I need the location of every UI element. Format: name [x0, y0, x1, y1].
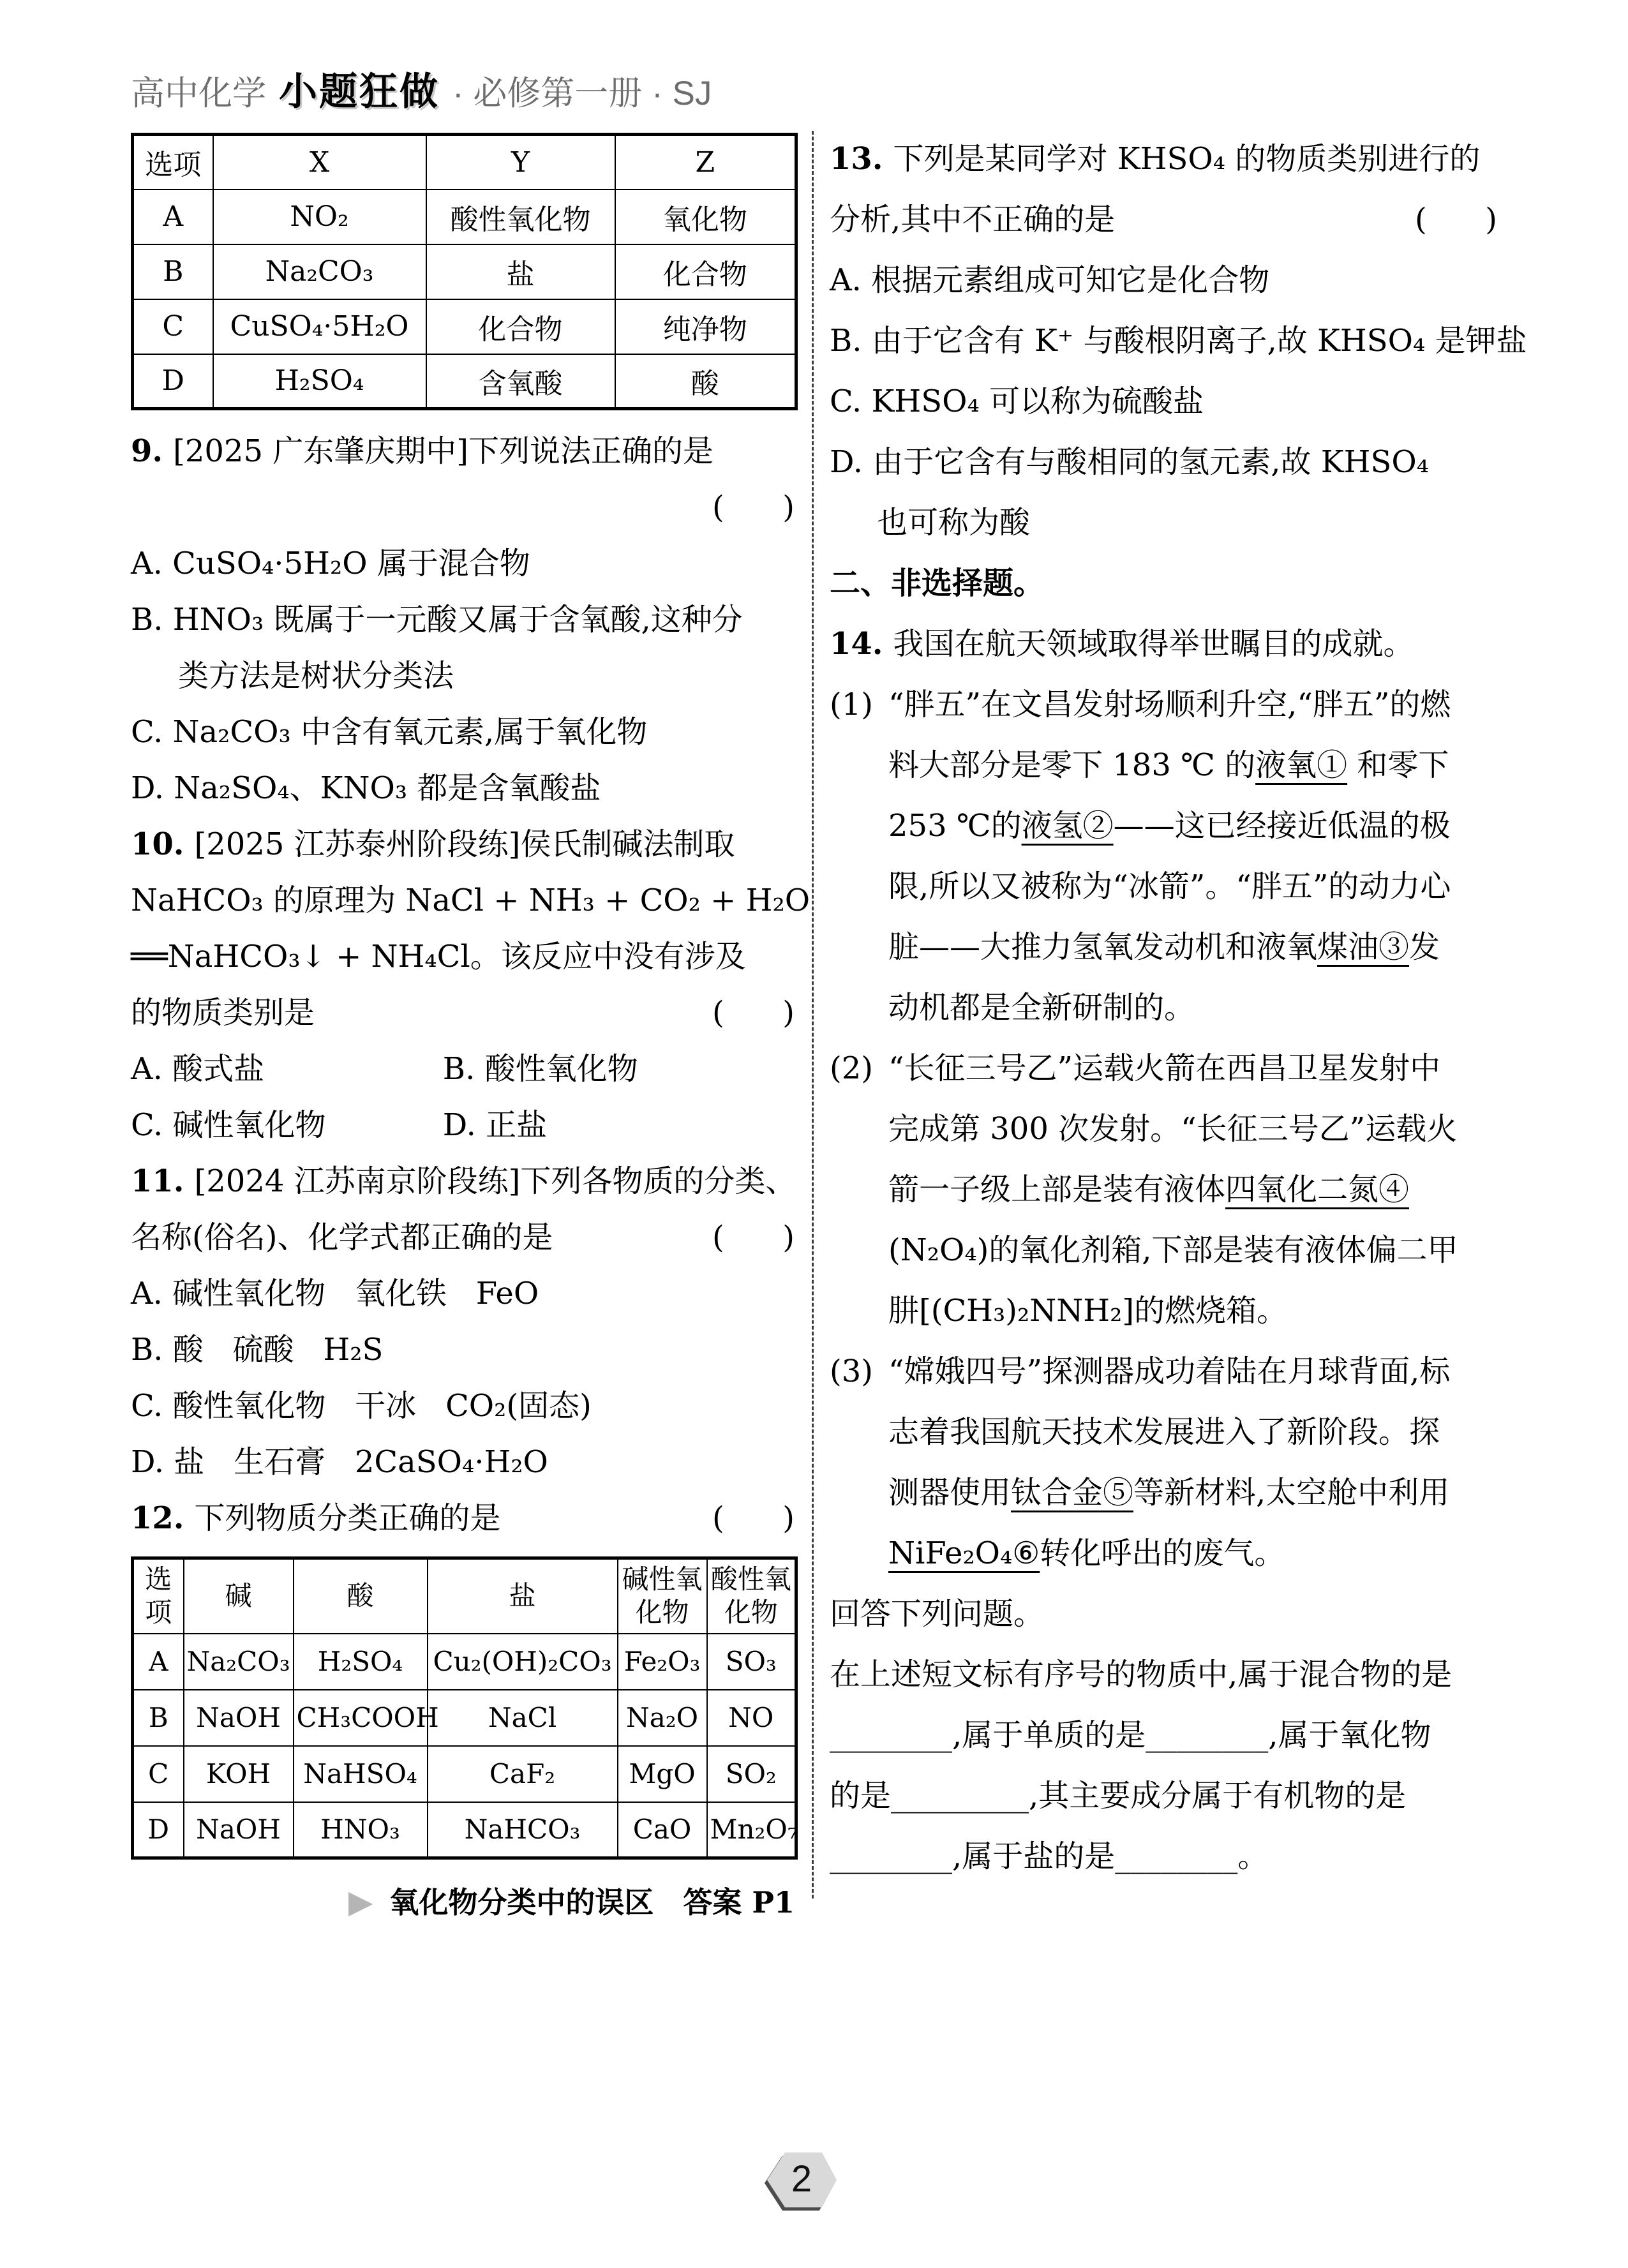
cell-x: CuSO₄·5H₂O [213, 299, 426, 354]
question-9-option-b-cont: 类方法是树状分类法 [178, 658, 454, 694]
question-13-option-b: B. 由于它含有 K⁺ 与酸根阴离子,故 KHSO₄ 是钾盐 [830, 323, 1527, 359]
col-header: 碱性氧化物 [618, 1558, 707, 1634]
table-row [133, 1634, 796, 1690]
stem-text: 名称(俗名)、化学式都正确的是 [131, 1220, 553, 1255]
underlined-term: 液氧① [1255, 747, 1348, 783]
question-10-options-ab [131, 1041, 795, 1097]
question-13-option-c: C. KHSO₄ 可以称为硫酸盐 [830, 384, 1204, 419]
q14-part2-line [830, 1099, 1497, 1160]
cell-z: 纯净物 [615, 299, 796, 354]
question-number: 9. [131, 433, 163, 469]
question-13-stem-end [830, 190, 1497, 250]
cell-base: Na₂CO₃ [184, 1634, 294, 1690]
table-row [133, 1690, 796, 1746]
col-header: 碱 [184, 1558, 294, 1634]
table-xyz-classification [131, 133, 798, 410]
col-header: 酸性氧化物 [707, 1558, 796, 1634]
q14-part2-line [830, 1038, 1497, 1099]
text-segment: 和零下 [1347, 747, 1449, 783]
question-11-stem-end [131, 1209, 795, 1265]
question-9-option-c: C. Na₂CO₃ 中含有氧元素,属于氧化物 [131, 714, 648, 750]
question-number: 12. [131, 1500, 184, 1536]
part-marker: (3) [830, 1354, 873, 1389]
question-12-stem [131, 1490, 795, 1546]
answer-paren: ( ) [712, 1220, 795, 1255]
stem-text: 下列物质分类正确的是 [194, 1500, 501, 1536]
cell-acidic-oxide: SO₃ [707, 1634, 796, 1690]
question-10-option-d: D. 正盐 [442, 1107, 548, 1143]
cell-base: KOH [184, 1746, 294, 1802]
question-11-option-a: A. 碱性氧化物 氧化铁 FeO [131, 1276, 539, 1311]
question-9-option-d: D. Na₂SO₄、KNO₃ 都是含氧酸盐 [131, 770, 601, 806]
question-11-option-c: C. 酸性氧化物 干冰 CO₂(固态) [131, 1388, 592, 1424]
text-segment: 完成第 300 次发射。“长征三号乙”运载火 [888, 1111, 1458, 1147]
question-10-options-cd [131, 1097, 795, 1153]
col-header: 选项 [133, 1558, 184, 1634]
arrow-right-icon: ▶ [348, 1883, 373, 1920]
cell-basic-oxide: Na₂O [618, 1690, 707, 1746]
stem-text: [2025 广东肇庆期中]下列说法正确的是 [173, 433, 713, 469]
option-letter: A [133, 1634, 184, 1690]
question-11-stem [131, 1153, 795, 1209]
table-row [133, 354, 796, 409]
q14-part1-line [830, 917, 1497, 978]
table-substance-classification [131, 1556, 798, 1860]
text-segment: 等新材料,太空舱中利用 [1133, 1475, 1450, 1511]
cell-acidic-oxide: SO₂ [707, 1746, 796, 1802]
part-text [888, 1050, 1440, 1086]
cell-x: NO₂ [213, 190, 426, 244]
stem-text: 我国在航天领域取得举世瞩目的成就。 [893, 626, 1414, 662]
header-series-logo: 小题狂做 [279, 70, 440, 113]
text-segment: (N₂O₄)的氧化剂箱,下部是装有液体偏二甲 [888, 1232, 1458, 1268]
page-number-badge [763, 2147, 840, 2213]
question-14-intro [830, 614, 1497, 675]
question-10-option-b: B. 酸性氧化物 [442, 1051, 638, 1087]
underlined-term: 钛合金⑤ [1011, 1475, 1134, 1511]
question-9-answer-paren: ( ) [712, 489, 795, 525]
question-number: 13. [830, 141, 883, 177]
text-segment: “长征三号乙”运载火箭在西昌卫星发射中 [888, 1050, 1441, 1086]
table-row [133, 190, 796, 244]
cell-z: 酸 [615, 354, 796, 409]
table-row [133, 1802, 796, 1858]
text-segment: 料大部分是零下 183 ℃ 的 [888, 747, 1256, 783]
question-9-option-a: A. CuSO₄·5H₂O 属于混合物 [131, 546, 530, 581]
right-column [830, 129, 1527, 1887]
question-9-option-b: B. HNO₃ 既属于一元酸又属于含氧酸,这种分 [131, 602, 743, 638]
table-row [133, 1746, 796, 1802]
cell-acid: HNO₃ [294, 1802, 428, 1858]
cell-basic-oxide: MgO [618, 1746, 707, 1802]
stem-text [131, 1490, 501, 1546]
question-10-option-a: A. 酸式盐 [131, 1051, 265, 1087]
q14-answer-prompt: 回答下列问题。 [830, 1596, 1045, 1632]
option-letter: D [133, 354, 213, 409]
question-9-stem [131, 423, 795, 479]
header-book-edition: · 必修第一册 · SJ [452, 75, 712, 112]
text-segment: 脏——大推力氢氧发动机和液氧 [888, 929, 1318, 965]
cell-salt: NaHCO₃ [428, 1802, 618, 1858]
question-10-stem [131, 816, 795, 872]
text-segment: 发 [1409, 929, 1440, 965]
q14-part1-line [830, 675, 1497, 735]
option-letter: B [133, 1690, 184, 1746]
left-column-footer [131, 1874, 795, 1930]
cell-y: 酸性氧化物 [426, 190, 615, 244]
question-13-stem [830, 129, 1497, 190]
q14-part1-line [830, 735, 1497, 796]
text-segment: 志着我国航天技术发展进入了新阶段。探 [888, 1414, 1440, 1450]
text-segment: 肼[(CH₃)₂NNH₂]的燃烧箱。 [888, 1293, 1288, 1329]
stem-text: 的物质类别是 [131, 995, 315, 1031]
cell-salt: NaCl [428, 1690, 618, 1746]
question-number: 10. [131, 826, 184, 862]
q14-fill-line: ________,属于单质的是________,属于氧化物 [830, 1717, 1431, 1753]
cell-acid: NaHSO₄ [294, 1746, 428, 1802]
table-header-row [133, 1558, 796, 1634]
part-marker: (1) [830, 687, 873, 722]
underlined-term: 液氢② [1021, 808, 1114, 844]
question-10-option-c: C. 碱性氧化物 [131, 1107, 326, 1143]
part-text [888, 1354, 1450, 1389]
page-number: 2 [791, 2158, 812, 2200]
text-segment: 动机都是全新研制的。 [888, 990, 1195, 1026]
cell-x: Na₂CO₃ [213, 244, 426, 299]
cell-acid: H₂SO₄ [294, 1634, 428, 1690]
question-13-option-d-cont: 也可称为酸 [877, 505, 1031, 541]
cell-salt: Cu₂(OH)₂CO₃ [428, 1634, 618, 1690]
cell-salt: CaF₂ [428, 1746, 618, 1802]
underlined-term: NiFe₂O₄⑥ [888, 1535, 1040, 1571]
page-header [131, 66, 712, 117]
text-segment: 转化呼出的废气。 [1040, 1535, 1285, 1571]
text-segment: “嫦娥四号”探测器成功着陆在月球背面,标 [888, 1354, 1451, 1389]
cell-y: 化合物 [426, 299, 615, 354]
part-marker: (2) [830, 1050, 873, 1086]
question-11-option-b: B. 酸 硫酸 H₂S [131, 1332, 384, 1368]
underlined-term: 四氧化二氮④ [1225, 1172, 1410, 1207]
question-10-equation-line1: NaHCO₃ 的原理为 NaCl + NH₃ + CO₂ + H₂O [131, 883, 810, 918]
q14-fill-line: 的是_________,其主要成分属于有机物的是 [830, 1778, 1407, 1814]
cell-acid: CH₃COOH [294, 1690, 428, 1746]
q14-part2-line [830, 1281, 1497, 1341]
col-header: Y [426, 135, 615, 190]
footer-answer-ref: 答案 P1 [683, 1885, 795, 1920]
option-letter: C [133, 1746, 184, 1802]
stem-text: [2025 江苏泰州阶段练]侯氏制碱法制取 [194, 826, 735, 862]
option-letter: A [133, 190, 213, 244]
col-header: X [213, 135, 426, 190]
answer-paren: ( ) [712, 1500, 795, 1536]
cell-x: H₂SO₄ [213, 354, 426, 409]
cell-y: 盐 [426, 244, 615, 299]
q14-fill-line: ________,属于盐的是________。 [830, 1839, 1269, 1874]
text-segment: 253 ℃的 [888, 808, 1022, 844]
cell-base: NaOH [184, 1802, 294, 1858]
question-11-option-d: D. 盐 生石膏 2CaSO₄·H₂O [131, 1444, 548, 1480]
header-course: 高中化学 [131, 75, 266, 112]
q14-part1-line [830, 978, 1497, 1038]
q14-part3-line [830, 1341, 1497, 1402]
q14-fill-line: 在上述短文标有序号的物质中,属于混合物的是 [830, 1657, 1453, 1692]
cell-basic-oxide: CaO [618, 1802, 707, 1858]
question-13-option-d: D. 由于它含有与酸相同的氢元素,故 KHSO₄ [830, 444, 1430, 480]
stem-text: [2024 江苏南京阶段练]下列各物质的分类、 [194, 1163, 796, 1199]
cell-z: 化合物 [615, 244, 796, 299]
underlined-term: 煤油③ [1317, 929, 1410, 965]
question-10-stem-end [131, 985, 795, 1041]
q14-part3-line [830, 1402, 1497, 1463]
cell-acidic-oxide: Mn₂O₇ [707, 1802, 796, 1858]
question-13-option-a: A. 根据元素组成可知它是化合物 [830, 262, 1270, 298]
option-letter: B [133, 244, 213, 299]
col-header: 盐 [428, 1558, 618, 1634]
table-row [133, 299, 796, 354]
text-segment: 箭一子级上部是装有液体 [888, 1172, 1226, 1207]
text-segment: 限,所以又被称为“冰箭”。“胖五”的动力心 [888, 869, 1451, 904]
stem-text: 下列是某同学对 KHSO₄ 的物质类别进行的 [893, 141, 1481, 177]
left-column [131, 133, 810, 1930]
cell-acidic-oxide: NO [707, 1690, 796, 1746]
section-2-title: 二、非选择题。 [830, 565, 1045, 601]
table-header-row [133, 135, 796, 190]
cell-base: NaOH [184, 1690, 294, 1746]
q14-part3-line [830, 1523, 1497, 1584]
q14-part2-line [830, 1160, 1497, 1220]
text-segment: “胖五”在文昌发射场顺利升空,“胖五”的燃 [888, 687, 1451, 722]
col-header: 酸 [294, 1558, 428, 1634]
question-number: 14. [830, 626, 883, 662]
footer-topic: 氧化物分类中的误区 [389, 1885, 654, 1920]
part-text [888, 687, 1451, 722]
cell-y: 含氧酸 [426, 354, 615, 409]
text-segment: 测器使用 [888, 1475, 1012, 1511]
cell-z: 氧化物 [615, 190, 796, 244]
text-segment: ——这已经接近低温的极 [1113, 808, 1451, 844]
cell-basic-oxide: Fe₂O₃ [618, 1634, 707, 1690]
table-row [133, 244, 796, 299]
q14-part1-line [830, 856, 1497, 917]
col-header: 选项 [133, 135, 213, 190]
col-header: Z [615, 135, 796, 190]
option-letter: C [133, 299, 213, 354]
question-number: 11. [131, 1163, 184, 1199]
option-letter: D [133, 1802, 184, 1858]
q14-part3-line [830, 1463, 1497, 1523]
answer-paren: ( ) [1415, 202, 1497, 237]
answer-paren: ( ) [712, 995, 795, 1031]
q14-part2-line [830, 1220, 1497, 1281]
question-10-equation-line2: ══NaHCO₃↓ + NH₄Cl。该反应中没有涉及 [131, 939, 746, 974]
column-divider [812, 131, 814, 1899]
stem-text: 分析,其中不正确的是 [830, 202, 1116, 237]
q14-part1-line [830, 796, 1497, 856]
